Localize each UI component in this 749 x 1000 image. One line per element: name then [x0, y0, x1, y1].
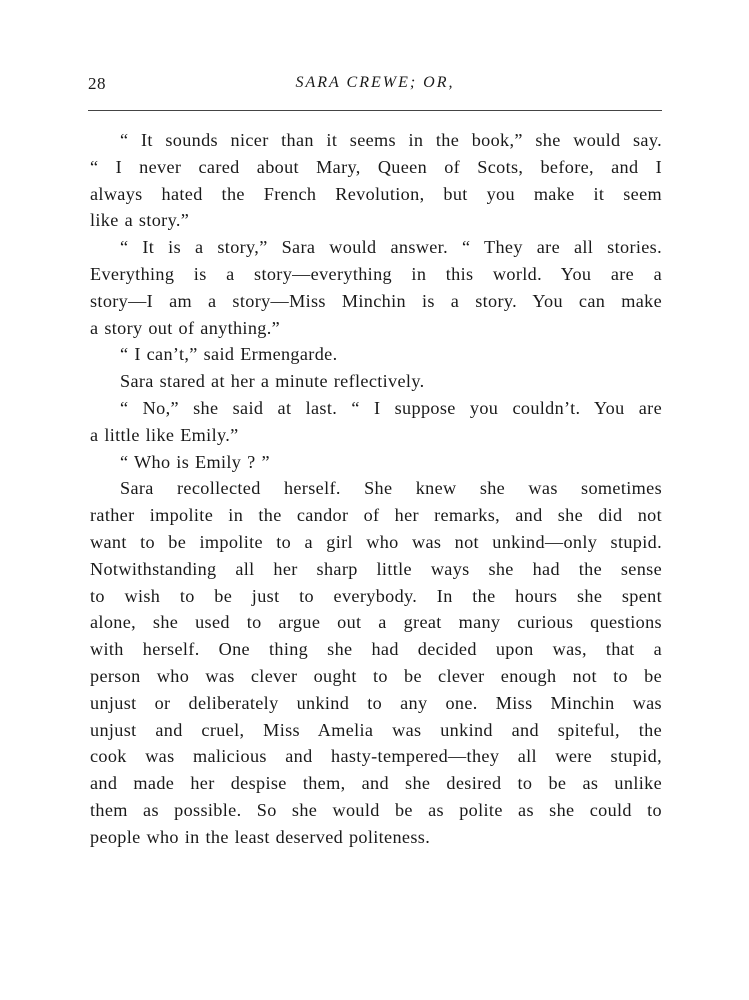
text-line: story—I am a story—Miss Minchin is a story. You can make [90, 290, 662, 311]
text-line: Everything is a story—everything in this world. You are a [90, 263, 662, 284]
text-line: unjust and cruel, Miss Amelia was unkind and spiteful, the [90, 719, 662, 740]
text-line: “ It is a story,” Sara would answer. “ They are all stories. [120, 237, 662, 258]
paragraph [90, 127, 662, 234]
text-line: “ I never cared about Mary, Queen of Scots, before, and I [90, 156, 662, 177]
text-line: a little like Emily.” [90, 424, 239, 445]
text-line: Sara recollected herself. She knew she was sometimes [120, 478, 662, 499]
text-line: a story out of anything.” [90, 317, 281, 338]
text-line: “ I can’t,” said Ermengarde. [120, 344, 338, 365]
text-line: and made her despise them, and she desired to be as unlike [90, 773, 662, 794]
text-line: person who was clever ought to be clever enough not to be [90, 665, 662, 686]
text-line: “ It sounds nicer than it seems in the book,” she would say. [120, 130, 662, 150]
text-line: Sara stared at her a minute reflectively. [120, 371, 425, 392]
text-line: want to be impolite to a girl who was not unkind—only stupid. [90, 531, 662, 552]
running-head: SARA CREWE; OR, [295, 74, 455, 91]
text-line: them as possible. So she would be as polite as she could to [90, 799, 662, 820]
body-text [90, 127, 662, 851]
paragraph [90, 475, 662, 850]
text-line: always hated the French Revolution, but you make it seem [90, 183, 662, 204]
text-line: rather impolite in the candor of her remarks, and she did not [90, 505, 662, 526]
text-line: people who in the least deserved politeness. [90, 826, 431, 847]
page-header [88, 74, 662, 104]
paragraph [90, 368, 662, 395]
paragraph [90, 395, 662, 449]
text-line: unjust or deliberately unkind to any one. Miss Minchin was [90, 692, 662, 713]
text-line: “ Who is Emily ? ” [120, 451, 270, 472]
text-line: with herself. One thing she had decided upon was, that a [90, 639, 662, 660]
text-line: “ No,” she said at last. “ I suppose you couldn’t. You are [120, 397, 662, 418]
page-number: 28 [88, 74, 106, 93]
text-line: cook was malicious and hasty-tempered—they all were stupid, [90, 746, 662, 767]
text-line: Notwithstanding all her sharp little ways she had the sense [90, 558, 662, 579]
paragraph [90, 234, 662, 341]
text-line: like a story.” [90, 210, 190, 231]
paragraph [90, 341, 662, 368]
text-line: to wish to be just to everybody. In the hours she spent [90, 585, 662, 606]
paragraph [90, 449, 662, 476]
header-rule [88, 110, 662, 111]
text-line: alone, she used to argue out a great many curious questions [90, 612, 662, 633]
